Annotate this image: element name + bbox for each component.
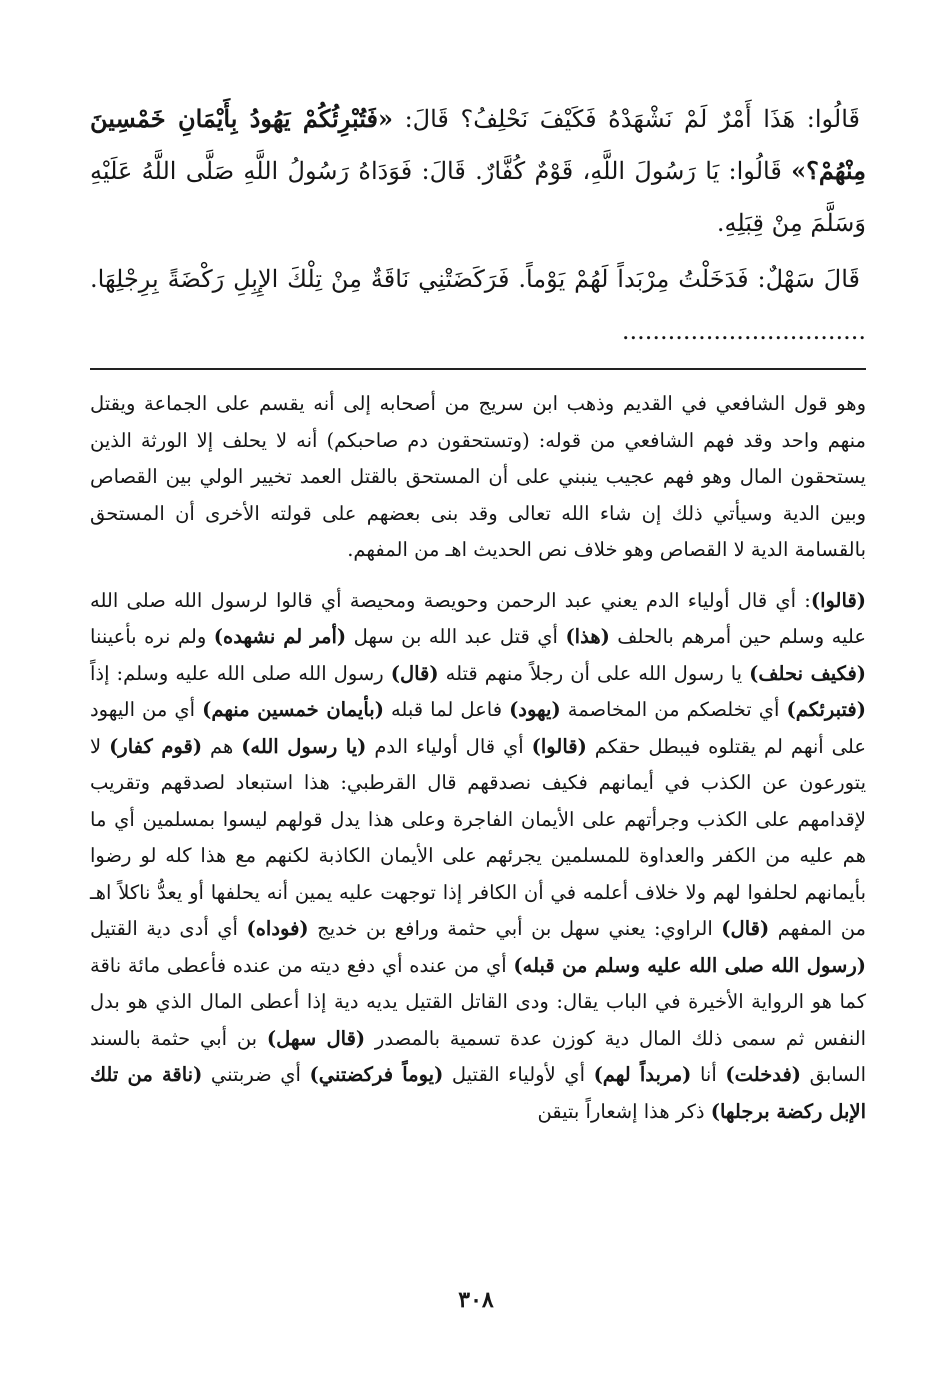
commentary-segment-bold: (قالوا) bbox=[531, 734, 587, 758]
commentary-segment-bold: (فدخلت) bbox=[725, 1063, 802, 1086]
commentary-segment: أي قال أولياء الدم bbox=[366, 734, 532, 758]
page-number: ٣٠٨ bbox=[458, 1287, 494, 1313]
commentary-segment: ولم نره بأعيننا bbox=[90, 625, 214, 648]
commentary-segment-bold: (فكيف نحلف) bbox=[749, 661, 866, 685]
commentary-segment: أي من اليهود على أنهم لم يقتلوه فيبطل حقكم bbox=[90, 698, 866, 758]
commentary-segment-bold: (قوم كفار) bbox=[109, 734, 203, 758]
commentary-segment: أي قتل عبد الله بن سهل bbox=[346, 625, 566, 648]
commentary-segment: ذكر هذا إشعاراً بتيقن bbox=[537, 1099, 711, 1123]
commentary-segment-bold: (فتبرئكم) bbox=[786, 698, 866, 721]
commentary-segment-bold: (يوماً فركضتني) bbox=[309, 1063, 444, 1086]
hadith-segment: قَالُوا: هَذَا أَمْرٌ لَمْ نَشْهَدْهُ فَكَيْفَ نَحْلِفُ؟ قَالَ: bbox=[392, 105, 860, 133]
commentary-segment-bold: (بأيمان خمسين منهم) bbox=[202, 698, 384, 721]
commentary-segment-bold: (هذا) bbox=[565, 625, 610, 648]
commentary-segment-bold: (قالوا) bbox=[810, 588, 866, 612]
commentary-segment-bold: (مربداً لهم) bbox=[593, 1063, 692, 1086]
hadith-segment-bold: «فَتُبْرِئُكُمْ يَهُودُ بِأَيْمَانِ خَمْسِينَ مِنْهُمْ؟» bbox=[90, 104, 866, 185]
commentary-segment-bold: (ناقة من تلك الإبل ركضة برجلها) bbox=[90, 1063, 866, 1123]
commentary-paragraph-2 bbox=[90, 583, 866, 1131]
commentary-segment: أي ضربتني bbox=[202, 1063, 310, 1086]
footnote-divider bbox=[90, 368, 866, 370]
paragraph-gap bbox=[90, 569, 866, 583]
commentary-segment: بن أبي حثمة بالسند السابق bbox=[90, 1026, 866, 1086]
commentary-segment: أي من عنده أي دفع ديته من عنده فأعطى مائة ناقة كما هو الرواية الأخيرة في الباب يقال: ودى القاتل القتيل يديه دية إذا أعطى المال الذي هو بدل النفس ثم سمى ذلك المال دية كوزن عدة تسمية بالمصدر bbox=[90, 953, 866, 1050]
commentary-segment-bold: (قال) bbox=[721, 917, 770, 940]
commentary-segment-bold: (فوداه) bbox=[246, 917, 309, 940]
commentary-segment: يا رسول الله على أن رجلاً منهم قتله bbox=[438, 661, 750, 685]
commentary-segment-bold: (أمر لم نشهده) bbox=[213, 625, 347, 648]
commentary-segment: أي لأولياء القتيل bbox=[443, 1063, 594, 1086]
commentary-segment-bold: (قال سهل) bbox=[266, 1026, 366, 1050]
commentary-segment: لا يتورعون عن الكذب في أيمانهم فكيف نصدقهم قال القرطبي: هذا استبعاد لصدقهم وتقريب لإقدامهم على الكذب وجرأتهم على الأيمان الفاجرة وعلى هذا يدل قولهم ليسوا بمسلمين أي ما هم عليه من الكفر والعداوة للمسلمين يجرئهم على الأيمان الكاذبة لكنهم مع هذا كله لو رضوا بأيمانهم لحلفوا لهم ولا خلاف أعلمه في أن الكافر إذا توجهت عليه يمين أنه يحلفها أو يعدُّ ناكلاً اهـ من المفهم bbox=[90, 734, 866, 940]
hadith-paragraph-1 bbox=[90, 93, 866, 249]
commentary-segment: رسول الله صلى الله عليه وسلم: إذاً bbox=[90, 661, 391, 685]
hadith-text bbox=[90, 93, 866, 357]
commentary-segment: أنا bbox=[691, 1063, 726, 1086]
commentary-segment: : أي قال أولياء الدم يعني عبد الرحمن وحويصة ومحيصة أي قالوا لرسول الله صلى الله عليه وسلم حين أمرهم بالحلف bbox=[90, 588, 867, 648]
commentary-segment: الراوي: يعني سهل بن أبي حثمة ورافع بن خديج bbox=[308, 917, 722, 940]
commentary-segment-bold: (يهود) bbox=[509, 698, 561, 721]
hadith-segment: قَالُوا: يَا رَسُولَ اللَّهِ، قَوْمٌ كُفَّارٌ. قَالَ: فَوَدَاهُ رَسُولُ اللَّهِ صَلَّى اللَّهُ عَلَيْهِ وَسَلَّمَ مِنْ قِبَلِهِ. bbox=[90, 157, 866, 237]
commentary-segment: هم bbox=[202, 734, 242, 758]
hadith-paragraph-2: قَالَ سَهْلٌ: فَدَخَلْتُ مِرْبَداً لَهُمْ يَوْماً. فَرَكَضَتْنِي نَاقَةٌ مِنْ تِلْكَ الإِبِلِ رَكْضَةً بِرِجْلِهَا. ................................ bbox=[90, 265, 866, 345]
commentary-segment: فاعل لما قبله bbox=[383, 698, 510, 721]
commentary-segment-bold: (رسول الله صلى الله عليه وسلم من قبله) bbox=[513, 953, 866, 977]
commentary-segment: أي أدى دية القتيل bbox=[90, 917, 247, 940]
commentary-segment-bold: (يا رسول الله) bbox=[241, 734, 367, 758]
commentary-text bbox=[90, 386, 866, 1130]
commentary-segment: أي تخلصكم من المخاصمة bbox=[560, 698, 787, 721]
commentary-paragraph-1: وهو قول الشافعي في القديم وذهب ابن سريج من أصحابه إلى أنه يقسم على الجماعة ويقتل منهم واحد وقد فهم الشافعي من قوله: (وتستحقون دم صاحبكم) أنه لا يحلف إلا الورثة الذين يستحقون المال وهو فهم عجيب ينبني على أن المستحق بالقتل العمد تخيير الولي بين القصاص وبين الدية وسيأتي ذلك إن شاء الله تعالى وقد بنى بعضهم على قولته الأخرى أن المستحق بالقسامة الدية لا القصاص وهو خلاف نص الحديث اهـ من المفهم. bbox=[90, 392, 866, 561]
commentary-segment-bold: (قال) bbox=[390, 661, 439, 685]
